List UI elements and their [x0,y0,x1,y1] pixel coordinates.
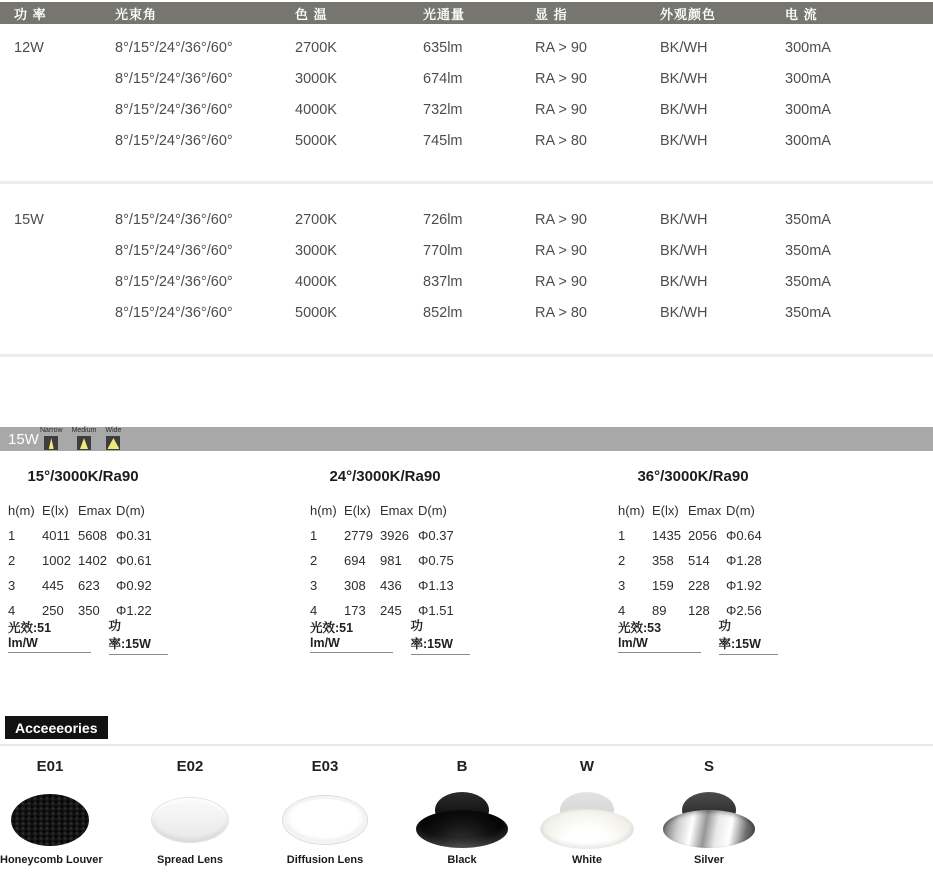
beam-options [40,426,130,452]
table-row [0,204,933,235]
finish-cell: BK/WH [660,211,708,228]
flux-cell: 745lm [423,132,463,149]
col-header-beam-angle: 光束角 [115,6,158,22]
accessory-spread-lens [135,756,245,874]
accessory-name: Silver [694,854,724,866]
cri-cell: RA > 90 [535,70,587,87]
table-row: 3 445 623 Φ0.92 [8,578,152,593]
finish-cell: BK/WH [660,242,708,259]
spec-table-header [0,2,933,24]
accessory-code: E01 [36,758,64,775]
ph-col-d: D(m) [726,503,755,518]
current-cell: 350mA [785,242,831,259]
cri-cell: RA > 80 [535,132,587,149]
photometric-footer [310,619,470,651]
diffusion-lens-image [283,796,367,844]
accessories-title: Acceeeories [5,716,108,739]
beam-option-narrow [40,427,63,450]
photometric-table-36deg [618,462,778,651]
beam-option-label: Narrow [40,427,63,434]
beam-option-label: Medium [71,427,97,434]
photometric-footer [8,619,168,651]
narrow-beam-icon [44,436,58,450]
current-cell: 300mA [785,39,831,56]
power-cell: 15W [14,211,44,228]
col-header-cct: 色 温 [295,6,328,22]
table-row: 3 308 436 Φ1.13 [310,578,454,593]
cct-cell: 2700K [295,39,337,56]
table-row: 4 89 128 Φ2.56 [618,603,762,618]
accessory-code: E02 [176,758,204,775]
photometric-header-row [310,498,470,523]
photometric-header-row [618,498,778,523]
ph-col-h: h(m) [618,503,645,518]
flux-cell: 732lm [423,101,463,118]
flux-cell: 726lm [423,211,463,228]
cri-cell: RA > 90 [535,211,587,228]
beam-option-label: Wide [105,427,122,434]
ph-col-h: h(m) [310,503,337,518]
ph-col-emax: Emax [380,503,414,518]
ph-col-e: E(lx) [42,503,69,518]
beam-cell: 8°/15°/24°/36°/60° [115,242,233,259]
table-row: 4 173 245 Φ1.51 [310,603,454,618]
table-row: 2 358 514 Φ1.28 [618,553,762,568]
photometric-table-24deg [310,462,470,651]
finish-cell: BK/WH [660,304,708,321]
accessory-name: Honeycomb Louver [0,854,103,866]
accessories-row [0,756,933,874]
cri-cell: RA > 80 [535,304,587,321]
accessory-name: Diffusion Lens [286,854,364,866]
beam-cell: 8°/15°/24°/36°/60° [115,304,233,321]
ph-col-e: E(lx) [652,503,679,518]
flux-cell: 837lm [423,273,463,290]
col-header-current: 电 流 [785,6,818,22]
table-row: 2 694 981 Φ0.75 [310,553,454,568]
black-reflector-image [416,792,508,848]
beam-cell: 8°/15°/24°/36°/60° [115,39,233,56]
spec-group-12w [0,32,933,156]
accessory-code: W [579,758,595,775]
beam-option-wide [105,427,121,450]
table-row [0,266,933,297]
cri-cell: RA > 90 [535,101,587,118]
flux-cell: 770lm [423,242,463,259]
table-row [0,94,933,125]
finish-cell: BK/WH [660,70,708,87]
ph-col-d: D(m) [418,503,447,518]
col-header-finish: 外观颜色 [660,6,717,22]
photometric-table-title: 15°/3000K/Ra90 [27,468,139,485]
cct-cell: 4000K [295,101,337,118]
table-row: 1 4011 5608 Φ0.31 [8,528,152,543]
photometric-table-15deg [8,462,168,651]
flux-cell: 852lm [423,304,463,321]
accessory-code: E03 [311,758,339,775]
finish-cell: BK/WH [660,273,708,290]
finish-cell: BK/WH [660,132,708,149]
accessory-name: Black [447,854,477,866]
efficacy-value: 光效:51 lm/W [310,618,393,653]
accessory-name: White [572,854,602,866]
cct-cell: 3000K [295,70,337,87]
table-row [0,63,933,94]
silver-reflector-image [663,792,755,848]
honeycomb-louver-image [11,794,89,846]
accessory-code: B [456,758,468,775]
photometric-header-row [8,498,168,523]
cct-cell: 5000K [295,132,337,149]
table-row [0,32,933,63]
ph-col-e: E(lx) [344,503,371,518]
ph-col-emax: Emax [78,503,112,518]
power-value: 功率:15W [411,616,471,655]
photometric-footer [618,619,778,651]
photometric-table-title: 36°/3000K/Ra90 [637,468,749,485]
power-value: 功率:15W [109,616,169,655]
spec-group-15w [0,204,933,328]
section-divider [0,181,933,184]
current-cell: 350mA [785,273,831,290]
spread-lens-image [152,798,228,842]
col-header-power: 功 率 [14,6,47,22]
efficacy-value: 光效:51 lm/W [8,618,91,653]
efficacy-value: 光效:53 lm/W [618,618,701,653]
accessory-silver-reflector [654,756,764,874]
table-row [0,235,933,266]
col-header-cri: 显 指 [535,6,568,22]
current-cell: 300mA [785,70,831,87]
accessory-honeycomb-louver [0,756,103,874]
accessory-diffusion-lens [270,756,380,874]
white-reflector-image [541,792,633,848]
beam-cell: 8°/15°/24°/36°/60° [115,211,233,228]
wide-beam-icon [106,436,120,450]
accessory-black-reflector [407,756,517,874]
cct-cell: 5000K [295,304,337,321]
finish-cell: BK/WH [660,101,708,118]
beam-cell: 8°/15°/24°/36°/60° [115,132,233,149]
table-row: 3 159 228 Φ1.92 [618,578,762,593]
cct-cell: 3000K [295,242,337,259]
beam-cell: 8°/15°/24°/36°/60° [115,273,233,290]
table-row: 1 1435 2056 Φ0.64 [618,528,762,543]
current-cell: 300mA [785,101,831,118]
accessory-code: S [703,758,714,775]
current-cell: 350mA [785,304,831,321]
section-divider [0,744,933,746]
beam-angle-banner [0,427,933,451]
accessory-white-reflector [532,756,642,874]
cri-cell: RA > 90 [535,39,587,56]
current-cell: 300mA [785,132,831,149]
beam-cell: 8°/15°/24°/36°/60° [115,101,233,118]
cct-cell: 2700K [295,211,337,228]
flux-cell: 674lm [423,70,463,87]
medium-beam-icon [77,436,91,450]
beam-cell: 8°/15°/24°/36°/60° [115,70,233,87]
beam-option-medium [72,427,97,450]
finish-cell: BK/WH [660,39,708,56]
accessory-name: Spread Lens [156,854,224,866]
flux-cell: 635lm [423,39,463,56]
cct-cell: 4000K [295,273,337,290]
col-header-flux: 光通量 [423,6,466,22]
ph-col-emax: Emax [688,503,722,518]
cri-cell: RA > 90 [535,242,587,259]
photometric-table-title: 24°/3000K/Ra90 [329,468,441,485]
table-row [0,297,933,328]
table-row [0,125,933,156]
table-row: 1 2779 3926 Φ0.37 [310,528,454,543]
power-cell: 12W [14,39,44,56]
current-cell: 350mA [785,211,831,228]
ph-col-h: h(m) [8,503,35,518]
ph-col-d: D(m) [116,503,145,518]
cri-cell: RA > 90 [535,273,587,290]
banner-power-label: 15W [8,430,39,448]
section-divider [0,354,933,357]
table-row: 4 250 350 Φ1.22 [8,603,152,618]
power-value: 功率:15W [719,616,779,655]
table-row: 2 1002 1402 Φ0.61 [8,553,152,568]
